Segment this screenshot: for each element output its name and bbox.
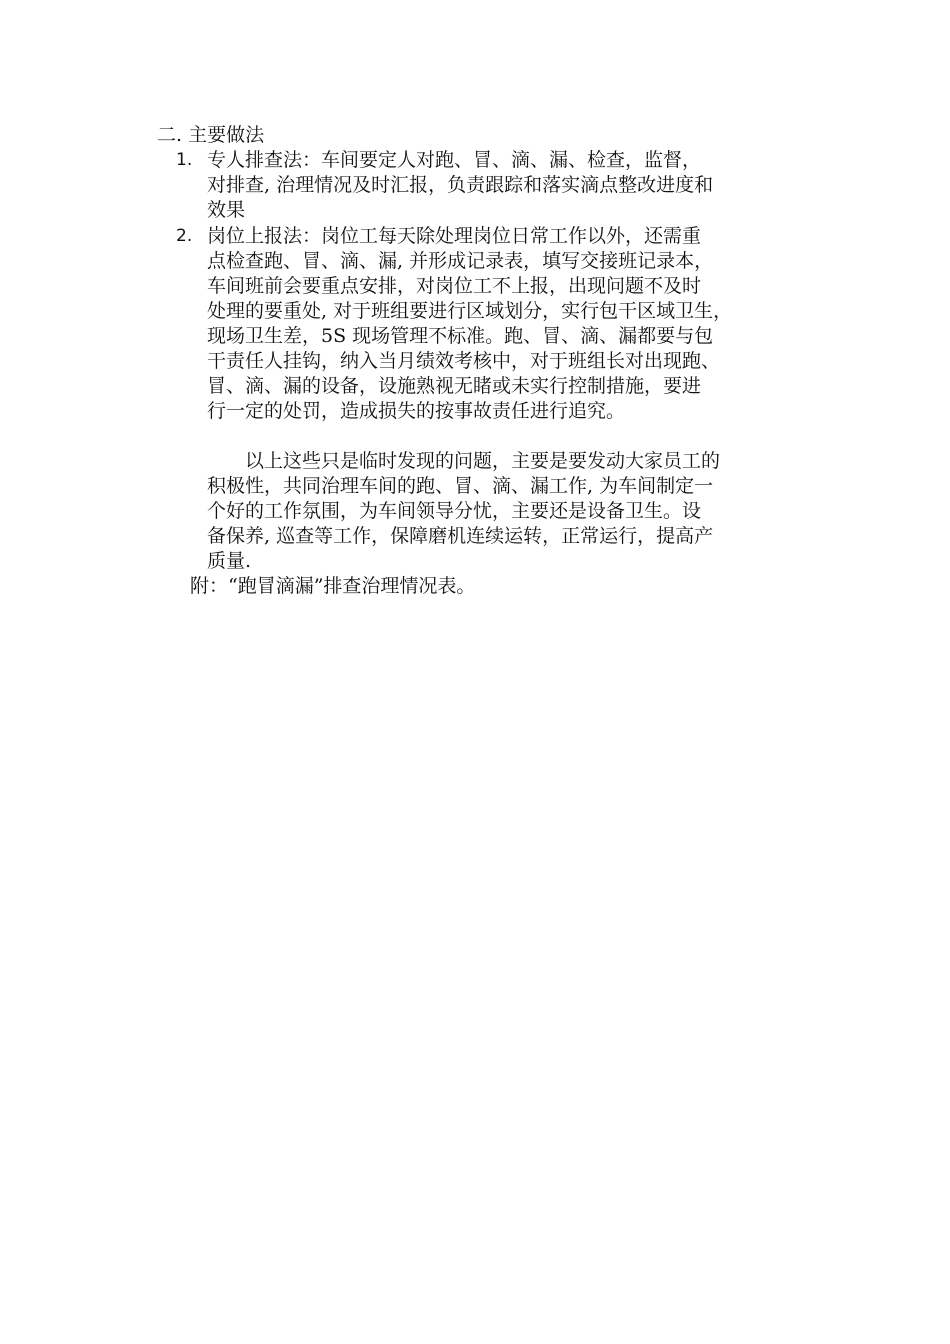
list-item-number: 1.	[176, 150, 193, 170]
list-item-text-line: 效果	[207, 199, 246, 221]
section-heading: 二. 主要做法	[157, 124, 265, 146]
summary-text-line: 以上这些只是临时发现的问题，主要是要发动大家员工的	[245, 450, 721, 472]
list-item-text-line: 冒、滴、漏的设备，设施熟视无睹或未实行控制措施，要进	[207, 375, 702, 397]
summary-text-line: 积极性，共同治理车间的跑、冒、滴、漏工作, 为车间制定一	[207, 475, 714, 497]
summary-text-line: 备保养, 巡查等工作，保障磨机连续运转，正常运行，提高产	[207, 525, 714, 547]
list-item-text-line: 干责任人挂钩，纳入当月绩效考核中，对于班组长对出现跑、	[207, 350, 721, 372]
list-item-text-line: 现场卫生差，5S 现场管理不标准。跑、冒、滴、漏都要与包	[207, 325, 714, 347]
attachment-note: 附：“跑冒滴漏”排查治理情况表。	[190, 575, 476, 597]
list-item-text-line: 行一定的处罚，造成损失的按事故责任进行追究。	[207, 400, 626, 422]
list-item-text-line: 处理的要重处, 对于班组要进行区域划分，实行包干区域卫生，	[207, 300, 733, 322]
list-item-text-line: 车间班前会要重点安排，对岗位工不上报，出现问题不及时	[207, 275, 702, 297]
summary-text-line: 质量.	[207, 550, 252, 572]
list-item-text-line: 岗位上报法：岗位工每天除处理岗位日常工作以外，还需重	[207, 225, 702, 247]
list-item-text-line: 点检查跑、冒、滴、漏, 并形成记录表，填写交接班记录本，	[207, 250, 714, 272]
list-item-text-line: 专人排查法：车间要定人对跑、冒、滴、漏、检查，监督，	[207, 149, 702, 171]
summary-text-line: 个好的工作氛围，为车间领导分忧，主要还是设备卫生。设	[207, 500, 702, 522]
list-item-text-line: 对排查, 治理情况及时汇报，负责跟踪和落实滴点整改进度和	[207, 174, 714, 196]
list-item-number: 2.	[176, 226, 193, 246]
